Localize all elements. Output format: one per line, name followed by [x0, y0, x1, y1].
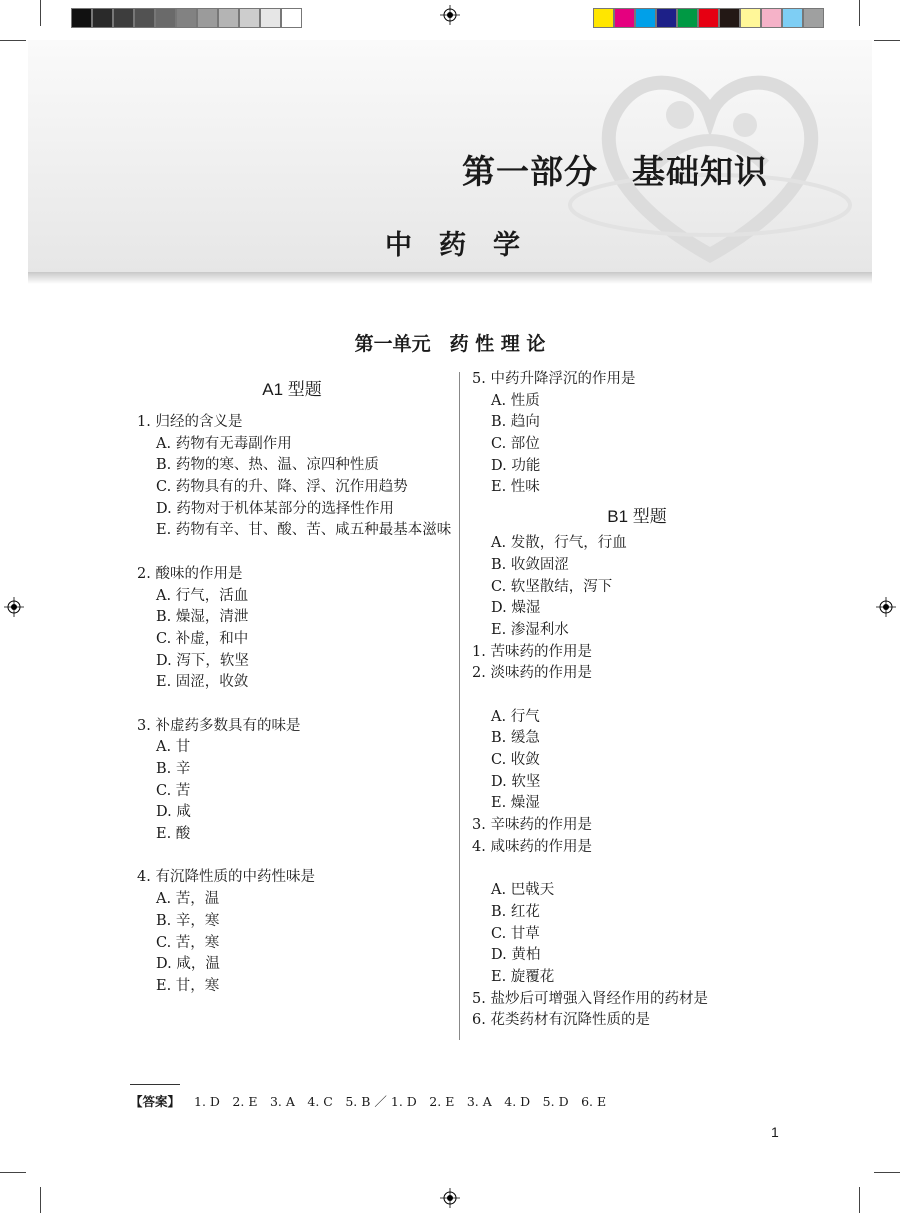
answer-option: E. 旋覆花 [491, 968, 555, 985]
question-stem: 4. 咸味药的作用是 [472, 838, 592, 855]
answer-option: A. 发散，行气，行血 [491, 535, 627, 552]
question-stem: 2. 淡味药的作用是 [472, 665, 592, 682]
color-swatch [698, 8, 719, 28]
answer-option: C. 甘草 [491, 925, 540, 942]
answer-option: D. 泻下，软坚 [156, 652, 249, 669]
answer-option: D. 黄柏 [491, 947, 541, 964]
color-swatch [239, 8, 260, 28]
answer-option: D. 咸，温 [156, 956, 220, 973]
answer-option: B. 红花 [491, 903, 540, 920]
subject-title: 中药学 [385, 230, 547, 261]
crop-mark [0, 1172, 26, 1173]
answer-option: B. 燥湿，清泄 [156, 609, 249, 626]
registration-mark-icon [440, 1188, 460, 1208]
color-swatch [113, 8, 134, 28]
question-stem: 3. 补虚药多数具有的味是 [137, 717, 301, 734]
answer-option: E. 药物有辛、甘、酸、苦、咸五种最基本滋味 [156, 522, 452, 539]
question-stem: 1. 归经的含义是 [137, 414, 243, 430]
answer-option: E. 性味 [491, 479, 540, 496]
registration-mark-icon [876, 597, 896, 617]
answer-option: B. 缓急 [491, 730, 540, 747]
spacer [472, 858, 802, 880]
answer-option: C. 药物具有的升、降、浮、沉作用趋势 [156, 479, 408, 496]
color-swatch [197, 8, 218, 28]
answer-label: 【答案】 [130, 1094, 181, 1109]
color-swatch [803, 8, 824, 28]
page-number: 1 [771, 1124, 779, 1140]
answer-option: A. 性质 [491, 392, 540, 409]
section-heading-b1: B1 型题 [607, 507, 667, 527]
answer-option: E. 酸 [156, 826, 191, 843]
answer-option: B. 收敛固涩 [491, 556, 569, 573]
color-swatch [134, 8, 155, 28]
answer-option: C. 补虚，和中 [156, 630, 249, 647]
answer-option: B. 趋向 [491, 414, 540, 431]
crop-mark [859, 1187, 860, 1213]
color-swatch [761, 8, 782, 28]
color-swatch [593, 8, 614, 28]
answer-option: A. 药物有无毒副作用 [156, 435, 292, 452]
answer-option: D. 药物对于机体某部分的选择性作用 [156, 500, 394, 517]
question-stem: 5. 中药升降浮沉的作用是 [472, 371, 636, 387]
color-swatch [635, 8, 656, 28]
answer-option: C. 苦，寒 [156, 934, 220, 951]
color-swatch [677, 8, 698, 28]
answer-option: B. 药物的寒、热、温、凉四种性质 [156, 457, 379, 474]
answer-option: E. 甘，寒 [156, 977, 220, 994]
right-column [472, 369, 802, 1032]
color-swatch [614, 8, 635, 28]
answer-option: A. 行气 [491, 708, 540, 725]
left-column [137, 379, 452, 998]
answer-option: E. 渗湿利水 [491, 621, 569, 638]
answer-option: C. 软坚散结，泻下 [491, 578, 613, 595]
answer-text: 1. D 2. E 3. A 4. C 5. B ／ 1. D 2. E 3. A 4. D 5. D 6. E [194, 1094, 607, 1109]
crop-mark [0, 40, 26, 41]
answer-option: D. 燥湿 [491, 600, 541, 617]
spacer [137, 542, 447, 564]
color-swatch [218, 8, 239, 28]
color-swatch [92, 8, 113, 28]
answer-option: E. 固涩，收敛 [156, 674, 249, 691]
answer-option: E. 燥湿 [491, 795, 540, 812]
color-swatch [71, 8, 92, 28]
part-title: 第一部分 基础知识 [462, 152, 768, 191]
banner-shadow [28, 272, 872, 284]
answer-option: C. 苦 [156, 782, 191, 799]
answer-option: C. 收敛 [491, 752, 540, 768]
section-heading-a1: A1 型题 [262, 380, 322, 399]
spacer [137, 694, 447, 716]
answer-option: D. 咸 [156, 804, 191, 821]
answer-option: A. 巴戟天 [491, 882, 555, 899]
crop-mark [874, 1172, 900, 1173]
color-swatch [176, 8, 197, 28]
question-stem: 3. 辛味药的作用是 [472, 817, 592, 834]
color-swatch [782, 8, 803, 28]
color-swatch [740, 8, 761, 28]
answer-option: A. 行气，活血 [156, 587, 249, 604]
color-swatch [260, 8, 281, 28]
answer-option: B. 辛，寒 [156, 912, 220, 929]
question-stem: 1. 苦味药的作用是 [472, 643, 592, 660]
answer-option: A. 甘 [156, 739, 191, 756]
color-swatch [656, 8, 677, 28]
answer-option: A. 苦，温 [156, 891, 220, 908]
crop-mark [874, 40, 900, 41]
answer-key [130, 1092, 606, 1110]
unit-title: 第一单元 药 性 理 论 [354, 333, 546, 355]
column-divider [459, 372, 460, 1040]
crop-mark [40, 1187, 41, 1213]
crop-mark [859, 0, 860, 26]
spacer [472, 685, 802, 707]
answer-option: B. 辛 [156, 761, 191, 777]
crop-mark [40, 0, 41, 26]
answer-option: D. 功能 [491, 457, 541, 474]
gray-swatch-bar [71, 8, 302, 28]
registration-mark-icon [4, 597, 24, 617]
color-swatch [281, 8, 302, 28]
question-stem: 2. 酸味的作用是 [137, 565, 243, 582]
registration-mark-icon [440, 5, 460, 25]
color-swatch-bar [593, 8, 824, 28]
answer-option: D. 软坚 [491, 773, 541, 790]
question-stem: 6. 花类药材有沉降性质的是 [472, 1012, 650, 1029]
answer-option: C. 部位 [491, 436, 540, 453]
question-stem: 5. 盐炒后可增强入肾经作用的药材是 [472, 990, 708, 1007]
spacer [137, 846, 447, 868]
color-swatch [719, 8, 740, 28]
color-swatch [155, 8, 176, 28]
question-stem: 4. 有沉降性质的中药性味是 [137, 869, 315, 886]
